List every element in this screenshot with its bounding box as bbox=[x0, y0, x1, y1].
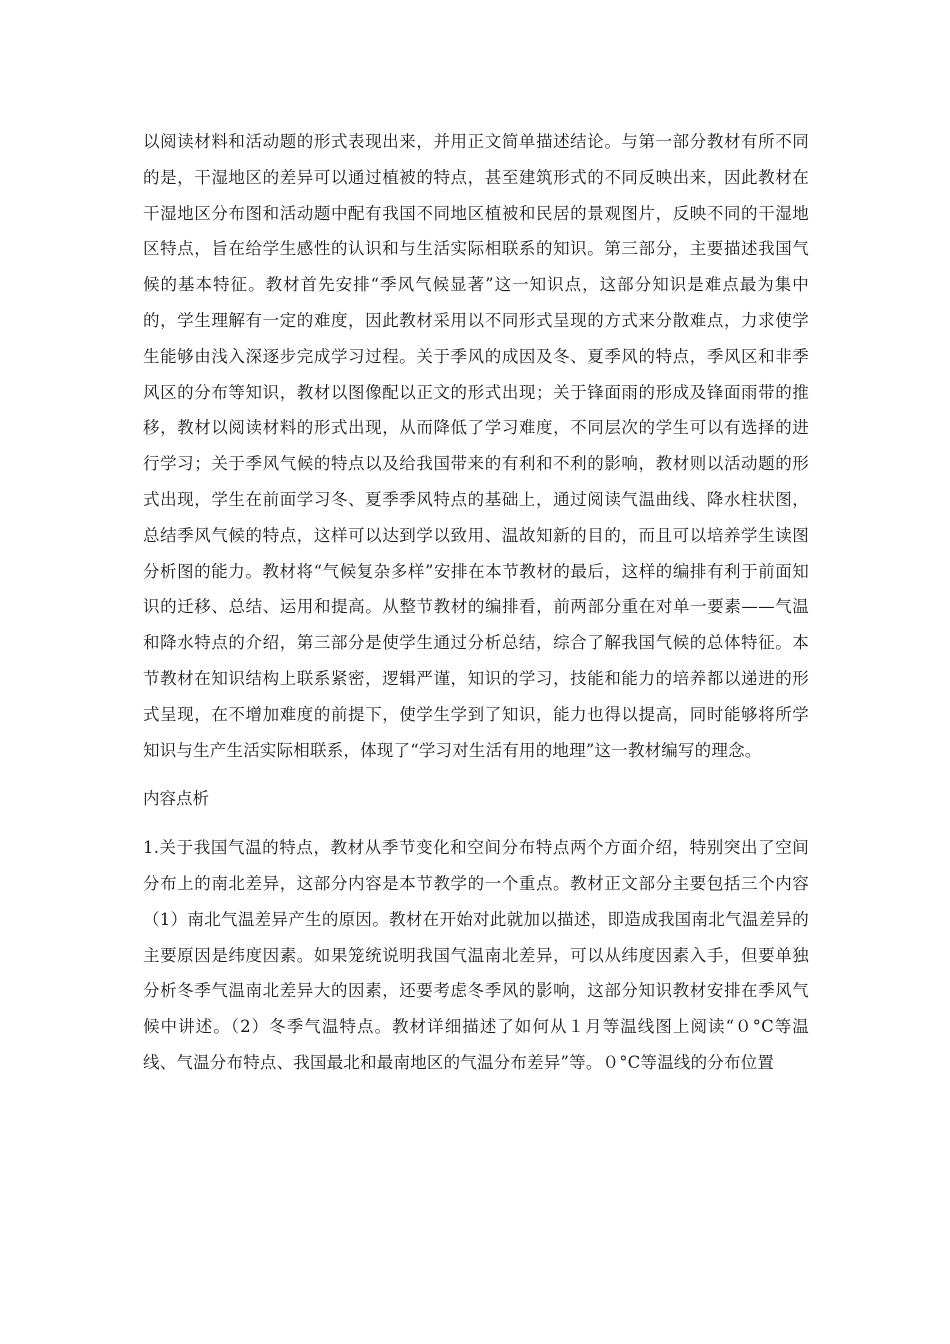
body-paragraph-1: 以阅读材料和活动题的形式表现出来，并用正文简单描述结论。与第一部分教材有所不同的是，干湿地区的差异可以通过植被的特点，甚至建筑形式的不同反映出来，因此教材在干湿地区分布图和活动题中配有我国不同地区植被和民居的景观图片，反映不同的干湿地区特点，旨在给学生感性的认识和与生活实际相联系的知识。第三部分，主要描述我国气候的基本特征。教材首先安排“季风气候显著”这一知识点，这部分知识是难点最为集中的，学生理解有一定的难度，因此教材采用以不同形式呈现的方式来分散难点，力求使学生能够由浅入深逐步完成学习过程。关于季风的成因及冬、夏季风的特点，季风区和非季风区的分布等知识，教材以图像配以正文的形式出现；关于锋面雨的形成及锋面雨带的推移，教材以阅读材料的形式出现，从而降低了学习难度，不同层次的学生可以有选择的进行学习；关于季风气候的特点以及给我国带来的有利和不利的影响，教材则以活动题的形式出现，学生在前面学习冬、夏季季风特点的基础上，通过阅读气温曲线、降水柱状图，总结季风气候的特点，这样可以达到学以致用、温故知新的目的，而且可以培养学生读图分析图的能力。教材将“气候复杂多样”安排在本节教材的最后，这样的编排有利于前面知识的迁移、总结、运用和提高。从整节教材的编排看，前两部分重在对单一要素——气温和降水特点的介绍，第三部分是使学生通过分析总结，综合了解我国气候的总体特征。本节教材在知识结构上联系紧密，逻辑严谨，知识的学习，技能和能力的培养都以递进的形式呈现，在不增加难度的前提下，使学生学到了知识，能力也得以提高，同时能够将所学知识与生产生活实际相联系，体现了“学习对生活有用的地理”这一教材编写的理念。 bbox=[143, 132, 809, 760]
section-heading: 内容点析 bbox=[143, 789, 209, 809]
document-body bbox=[143, 124, 809, 1081]
body-paragraph-2: 1.关于我国气温的特点，教材从季节变化和空间分布特点两个方面介绍，特别突出了空间分布上的南北差异，这部分内容是本节教学的一个重点。教材正文部分主要包括三个内容（1）南北气温差异产生的原因。教材在开始对此就加以描述，即造成我国南北气温差异的主要原因是纬度因素。如果笼统说明我国气温南北差异，可以从纬度因素入手，但要单独分析冬季气温南北差异大的因素，还要考虑冬季风的影响，这部分知识教材安排在季风气候中讲述。（2）冬季气温特点。教材详细描述了如何从１月等温线图上阅读“０°C等温线、气温分布特点、我国最北和最南地区的气温分布差异”等。０°C等温线的分布位置 bbox=[143, 838, 809, 1072]
